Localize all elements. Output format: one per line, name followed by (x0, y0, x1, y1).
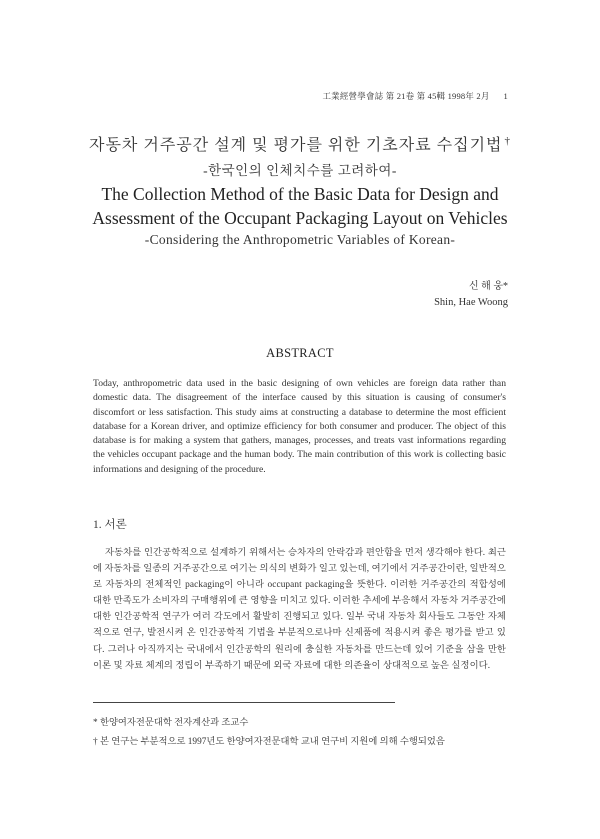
footnote-funding: † 본 연구는 부분적으로 1997년도 한양여자전문대학 교내 연구비 지원에 의해 수행되었음 (93, 737, 445, 747)
running-header (322, 90, 508, 102)
journal-citation: 工業經營學會誌 第 21卷 第 45輯 1998年 2月 (322, 91, 490, 101)
section-heading-introduction: 1. 서론 (93, 519, 127, 531)
korean-title (0, 132, 600, 155)
page-number: 1 (503, 91, 508, 101)
title-block (0, 132, 600, 248)
english-title-line2: Assessment of the Occupant Packaging Layout on Vehicles (92, 208, 508, 228)
footnote-divider (93, 702, 395, 703)
author-korean: 신 해 웅* (469, 281, 508, 292)
introduction-paragraph: 자동차를 인간공학적으로 설계하기 위해서는 승차자의 안락감과 편안함을 먼저 생각해야 한다. 최근에 자동차를 일종의 거주공간으로 여기는 의식의 변화가 일고 있는데, 여기에서 거주공간이란, 일반적으로 자동차의 전체적인 packaging이 아니라 occupant packaging을 뜻한다. 이러한 거주공간의 적합성에 대한 만족도가 소비자의 구매행위에 큰 영향을 미치고 있다. 이러한 추세에 부응해서 자동차 거주공간에 대한 인간공학적 연구가 여러 각도에서 활발히 진행되고 있다. 일부 국내 자동차 회사들도 그동안 자체적으로 연구, 발전시켜 온 인간공학적 기법을 부분적으로나마 신제품에 적용시켜 좋은 평가를 받고 있다. 그러나 아직까지는 국내에서 인간공학의 원리에 충실한 자동차를 만드는데 있어 기준을 삼을 만한 이론 및 자료 체계의 정립이 부족하기 때문에 외국 자료에 대한 의존율이 상대적으로 높은 실정이다. (93, 548, 506, 671)
english-title-line1: The Collection Method of the Basic Data for Design and (101, 184, 499, 204)
english-title (0, 182, 600, 230)
author-block (434, 279, 508, 311)
introduction-body (93, 545, 506, 674)
author-english: Shin, Hae Woong (434, 297, 508, 308)
korean-subtitle: -한국인의 인체치수를 고려하여- (203, 163, 397, 178)
english-subtitle: -Considering the Anthropometric Variables of Korean- (144, 232, 456, 247)
korean-title-text: 자동차 거주공간 설계 및 평가를 위한 기초자료 수집기법 (89, 137, 503, 154)
abstract-section (93, 377, 506, 477)
abstract-text: Today, anthropometric data used in the basic designing of own vehicles are foreign data rather than domestic data. The disagreement of the interface caused by this situation is causing of consumer's discomfort or less satisfaction. This study aims at constructing a database to determine the most efficient database for a Korean driver, and optimize efficiency for both consumer and producer. The object of this database is for making a system that gathers, manages, processes, and treats vast informations regarding the vehicles occupant package and the human body. The main contribution of this work is collecting basic informations and designing of the procedure. (93, 378, 506, 475)
abstract-heading: ABSTRACT (266, 346, 334, 360)
footnote-affiliation: * 한양여자전문대학 전자계산과 조교수 (93, 718, 249, 728)
title-dagger: † (504, 134, 511, 147)
